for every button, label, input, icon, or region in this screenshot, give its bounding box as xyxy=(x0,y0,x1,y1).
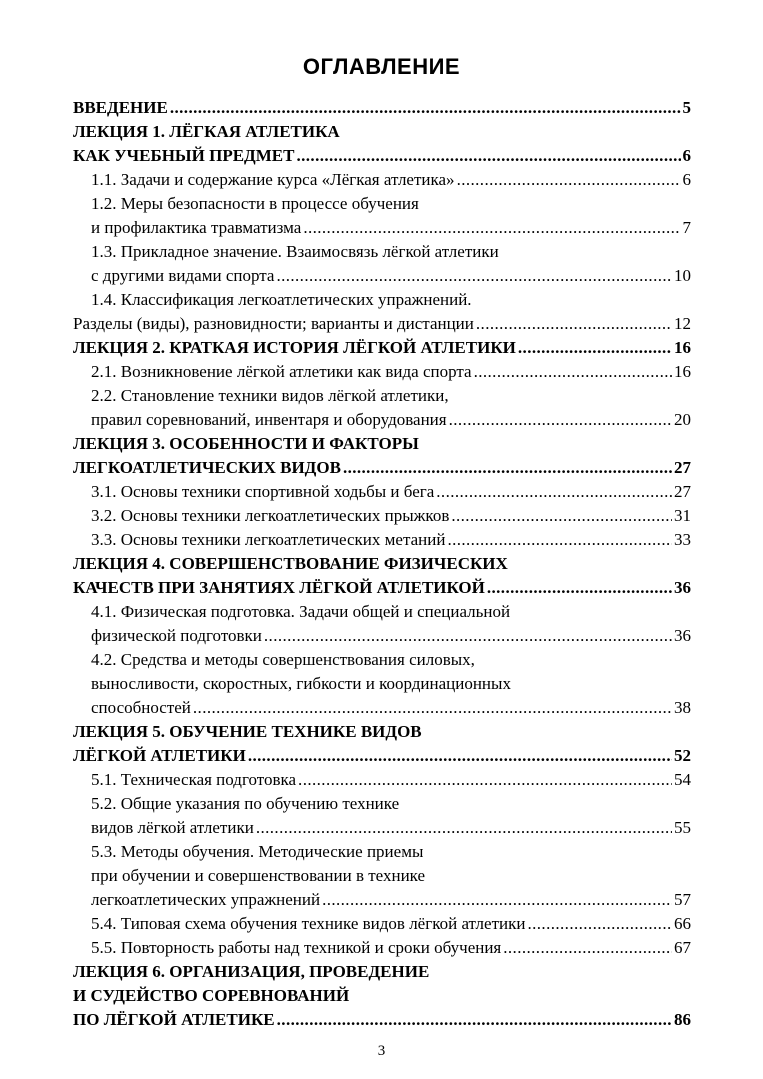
toc-entry-5-2[interactable] xyxy=(73,792,691,840)
toc-entry-title: видов лёгкой атлетики xyxy=(91,818,254,837)
toc-page-number: 67 xyxy=(674,938,691,957)
toc-entry-title: 5.1. Техническая подготовка xyxy=(91,770,297,789)
toc-entry-title: правил соревнований, инвентаря и оборудования xyxy=(91,410,447,429)
toc-entry-title: 2.1. Возникновение лёгкой атлетики как вида спорта xyxy=(91,362,472,381)
toc-page-number: 36 xyxy=(674,626,691,645)
toc-entry-title: 4.2. Средства и методы совершенствования силовых, xyxy=(91,650,475,669)
toc-entry-title: ВВЕДЕНИЕ xyxy=(73,98,168,117)
toc-entry-title: ЛЕКЦИЯ 1. ЛЁГКАЯ АТЛЕТИКА xyxy=(73,122,340,141)
toc-entry-5-1[interactable] xyxy=(73,768,691,792)
toc-page-number: 55 xyxy=(674,818,691,837)
toc-entry-title: способностей xyxy=(91,698,191,717)
toc-page-number: 27 xyxy=(674,482,691,501)
toc-page-number: 31 xyxy=(674,506,691,525)
toc-page-number: 5 xyxy=(682,98,691,117)
toc-entry-title: и профилактика травматизма xyxy=(91,218,302,237)
toc-entry-title: 5.2. Общие указания по обучению технике xyxy=(91,794,400,813)
toc-entry-title: ЛЕКЦИЯ 5. ОБУЧЕНИЕ ТЕХНИКЕ ВИДОВ xyxy=(73,722,422,741)
toc-entry-title: 5.5. Повторность работы над техникой и сроки обучения xyxy=(91,938,502,957)
toc-page-number: 7 xyxy=(682,218,691,237)
toc-entry-title: физической подготовки xyxy=(91,626,262,645)
toc-entry-title: ЛЁГКОЙ АТЛЕТИКИ xyxy=(73,746,246,765)
toc-page-number: 20 xyxy=(674,410,691,429)
toc-page-number: 27 xyxy=(674,458,691,477)
toc-entry-5-3[interactable] xyxy=(73,840,691,912)
toc-entry-title: 1.1. Задачи и содержание курса «Лёгкая атлетика» xyxy=(91,170,455,189)
toc-entry-title: 1.3. Прикладное значение. Взаимосвязь лёгкой атлетики xyxy=(91,242,499,261)
toc-page-number: 66 xyxy=(674,914,691,933)
page-number: 3 xyxy=(377,1043,386,1059)
toc-entry-title: выносливости, скоростных, гибкости и координационных xyxy=(91,674,511,693)
toc-page-number: 33 xyxy=(674,530,691,549)
toc-page-number: 52 xyxy=(674,746,691,765)
toc-page-number: 16 xyxy=(674,338,691,357)
toc-entry-title: при обучении и совершенствовании в технике xyxy=(91,866,426,885)
toc-entry-1-2[interactable] xyxy=(73,192,691,240)
toc-entry-title: И СУДЕЙСТВО СОРЕВНОВАНИЙ xyxy=(73,986,350,1005)
toc-entry-title: легкоатлетических упражнений xyxy=(91,890,321,909)
toc-entry-title: с другими видами спорта xyxy=(91,266,275,285)
toc-page-number: 6 xyxy=(682,146,691,165)
toc-page-number: 86 xyxy=(674,1010,691,1029)
toc-entry-lecture-4[interactable] xyxy=(73,552,691,600)
toc-entry-2-2[interactable] xyxy=(73,384,691,432)
toc-page-number: 12 xyxy=(674,314,691,333)
toc-entry-1-1[interactable] xyxy=(73,168,691,192)
toc-entry-lecture-6[interactable] xyxy=(73,960,691,1032)
toc-entry-title: Разделы (виды), разновидности; варианты и дистанции xyxy=(73,314,474,333)
toc-page-number: 36 xyxy=(674,578,691,597)
toc-entry-title: 4.1. Физическая подготовка. Задачи общей и специальной xyxy=(91,602,511,621)
toc-entry-title: КАК УЧЕБНЫЙ ПРЕДМЕТ xyxy=(73,146,295,165)
toc-entry-5-4[interactable] xyxy=(73,912,691,936)
toc-entry-title: 1.4. Классификация легкоатлетических упражнений. xyxy=(91,290,472,309)
toc-entry-lecture-1[interactable] xyxy=(73,120,691,168)
toc-entry-3-2[interactable] xyxy=(73,504,691,528)
toc-page-number: 57 xyxy=(674,890,691,909)
toc-entry-title: ЛЕКЦИЯ 2. КРАТКАЯ ИСТОРИЯ ЛЁГКОЙ АТЛЕТИКИ xyxy=(73,338,516,357)
toc-entry-1-3[interactable] xyxy=(73,240,691,288)
toc-entry-title: 3.3. Основы техники легкоатлетических метаний xyxy=(91,530,446,549)
toc-entry-title: ЛЕКЦИЯ 4. СОВЕРШЕНСТВОВАНИЕ ФИЗИЧЕСКИХ xyxy=(73,554,508,573)
toc-entry-3-3[interactable] xyxy=(73,528,691,552)
page-title: ОГЛАВЛЕНИЕ xyxy=(302,54,461,79)
toc-entry-1-4[interactable] xyxy=(73,288,691,336)
toc-entry-title: КАЧЕСТВ ПРИ ЗАНЯТИЯХ ЛЁГКОЙ АТЛЕТИКОЙ xyxy=(73,578,485,597)
toc-entry-title: 3.2. Основы техники легкоатлетических прыжков xyxy=(91,506,450,525)
toc-entry-4-2[interactable] xyxy=(73,648,691,720)
toc-entry-introduction[interactable] xyxy=(73,96,691,120)
toc-entry-title: ПО ЛЁГКОЙ АТЛЕТИКЕ xyxy=(73,1010,275,1029)
toc-page-number: 10 xyxy=(674,266,691,285)
toc-entry-4-1[interactable] xyxy=(73,600,691,648)
toc-entry-2-1[interactable] xyxy=(73,360,691,384)
toc-entry-title: 5.4. Типовая схема обучения технике видов лёгкой атлетики xyxy=(91,914,526,933)
toc-entry-title: 3.1. Основы техники спортивной ходьбы и бега xyxy=(91,482,435,501)
toc-entry-title: 2.2. Становление техники видов лёгкой атлетики, xyxy=(91,386,449,405)
toc-page-number: 6 xyxy=(682,170,691,189)
toc-page-number: 16 xyxy=(674,362,691,381)
toc-entry-lecture-5[interactable] xyxy=(73,720,691,768)
toc-page-number: 54 xyxy=(674,770,691,789)
toc-entry-title: ЛЕКЦИЯ 3. ОСОБЕННОСТИ И ФАКТОРЫ xyxy=(73,434,419,453)
toc-entry-title: ЛЕКЦИЯ 6. ОРГАНИЗАЦИЯ, ПРОВЕДЕНИЕ xyxy=(73,962,430,981)
toc-entry-title: 1.2. Меры безопасности в процессе обучения xyxy=(91,194,419,213)
toc-page-number: 38 xyxy=(674,698,691,717)
toc-entry-title: 5.3. Методы обучения. Методические приемы xyxy=(91,842,424,861)
toc-entry-lecture-3[interactable] xyxy=(73,432,691,480)
toc-entry-3-1[interactable] xyxy=(73,480,691,504)
toc-entry-title: ЛЕГКОАТЛЕТИЧЕСКИХ ВИДОВ xyxy=(73,458,341,477)
table-of-contents xyxy=(73,96,691,1032)
toc-entry-5-5[interactable] xyxy=(73,936,691,960)
toc-entry-lecture-2[interactable] xyxy=(73,336,691,360)
